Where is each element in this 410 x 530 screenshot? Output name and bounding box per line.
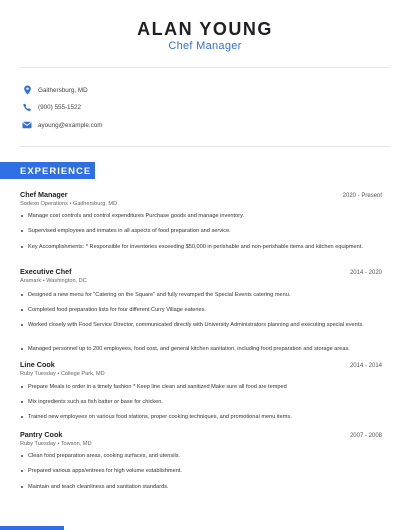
job-company-line: Ruby Tuesday • Towson, MD [20,441,92,447]
job-title: Chef Manager [168,40,242,52]
job-bullet: Completed food preparation lists for four different Curry Village eateries. [20,306,378,315]
location-pin-icon [22,85,32,95]
section-heading-experience: EXPERIENCE [20,166,92,177]
job-role: Line Cook [20,360,55,369]
job-location: College Park, MD [60,371,105,377]
job-role: Pantry Cook [20,430,63,439]
job-company-line: Aramark • Washington, DC [20,278,87,284]
contact-phone-text: (900) 555-1522 [38,103,82,111]
job-bullet: Trained new employees on various food stations, proper cooking techniques, and promotional menu items. [20,413,378,422]
job-bullet: Supervised employees and inmates in all aspects of food preparation and service. [20,227,378,236]
job-dates: 2020 - Present [342,193,382,199]
phone-icon [22,102,32,112]
job-location: Gaithersburg, MD [72,201,118,207]
job-bullet: Maintain and teach cleanliness and sanitation standards. [20,483,378,492]
job-bullet: Clean food preparation areas, cooking surfaces, and utensils. [20,452,378,461]
job-entry [20,190,382,207]
job-company: Ruby Tuesday [20,441,56,447]
job-company: Sodexo Operations [20,201,68,207]
candidate-name: ALAN YOUNG [137,19,273,39]
mail-icon [22,120,32,130]
job-bullet: Manage cost controls and control expenditures Purchase goods and manage inventory. [20,212,378,221]
job-role: Executive Chef [20,267,72,276]
contact-location-text: Gaithersburg, MD [38,86,88,94]
job-bullet: Managed personnel up to 200 employees, food cost, and general kitchen sanitation, including food preparation and storage areas. [20,345,378,354]
header-divider [20,67,390,68]
job-bullet: Mix ingredients such as fish batter or base for chicken. [20,398,378,407]
job-dates: 2014 - 2020 [349,270,382,276]
job-role: Chef Manager [20,190,68,199]
contact-email-text: ayoung@example.com [38,121,103,129]
job-entry [20,430,382,447]
job-location: Towson, MD [60,441,92,447]
job-company-line: Sodexo Operations • Gaithersburg, MD [20,201,118,207]
job-company-line: Ruby Tuesday • College Park, MD [20,371,105,377]
job-bullet: Prepared various apps/entrees for high volume establishment. [20,467,378,476]
contact-divider [20,146,390,147]
job-bullet: Designed a new menu for "Catering on the Square" and fully revamped the Special Events catering menu. [20,291,378,300]
next-section-band [0,526,64,530]
contact-location [22,84,88,96]
job-bullet: Prepare Meals to order in a timely fashion * Keep line clean and sanitized Make sure all food are temped [20,383,378,392]
contact-phone [22,101,81,113]
job-entry [20,360,382,377]
job-entry [20,267,382,284]
contact-email [22,119,103,131]
job-dates: 2014 - 2014 [349,363,382,369]
job-location: Washington, DC [46,278,87,284]
job-bullet: Key Accomplishments: * Responsible for inventories exceeding $50,000 in perishable and non-perishable items and kitchen equipment. [20,243,378,252]
job-bullet: Worked closely with Food Service Director, communicated directly with University Administrators planning and executing special events. [20,321,378,330]
job-company: Aramark [20,278,42,284]
job-dates: 2007 - 2008 [349,433,382,439]
job-company: Ruby Tuesday [20,371,56,377]
